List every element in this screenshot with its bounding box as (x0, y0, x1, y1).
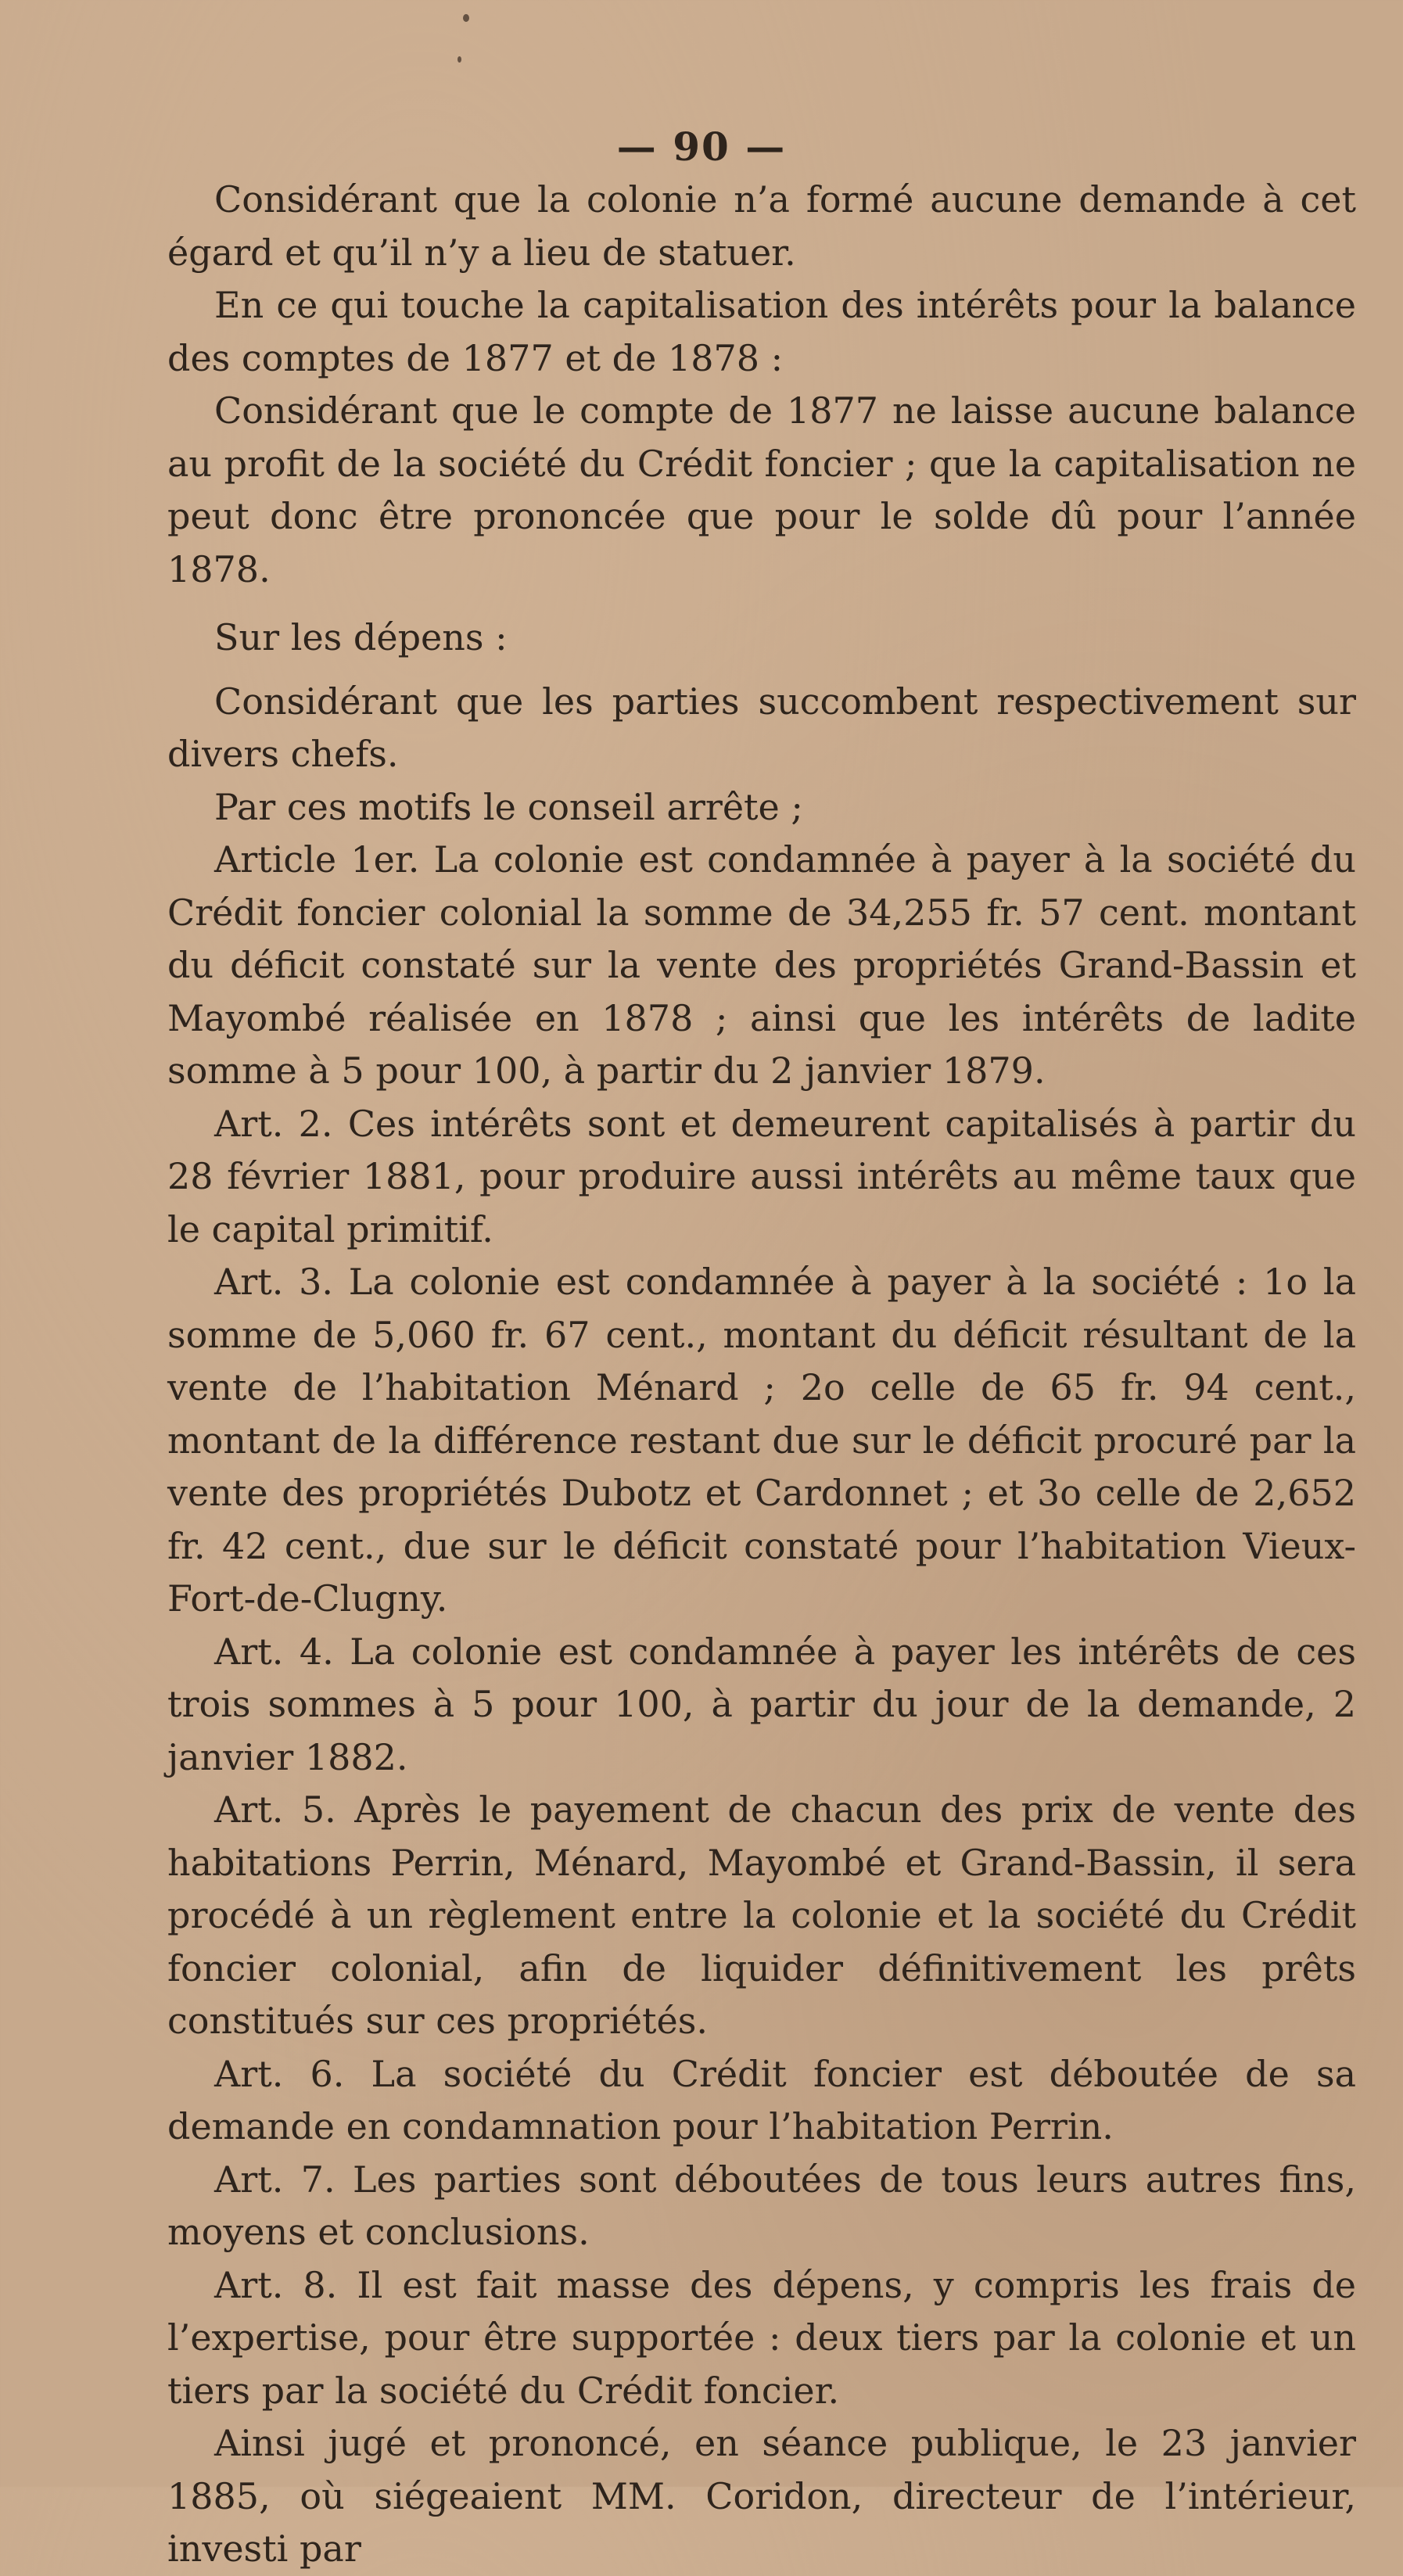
paragraph-article-7: Art. 7. Les parties sont déboutées de tous leurs autres fins, moyens et conclusions. (167, 2158, 1356, 2253)
paragraph-article-1: Article 1er. La colonie est condamnée à payer à la société du Crédit foncier colonial la somme de 34,255 fr. 57 cent. montant du déficit constaté sur la vente des propriétés Grand-Bassin et Mayombé réalisée en 1878 ; ainsi que les intérêts de ladite somme à 5 pour 100, à partir du 2 janvier 1879. (167, 838, 1356, 1092)
paragraph-capitalisation: En ce qui touche la capitalisation des intérêts pour la balance des comptes de 1877 et de 1878 : (167, 284, 1356, 379)
body-text (167, 174, 1356, 2576)
paragraph-article-6: Art. 6. La société du Crédit foncier est déboutée de sa demande en condamnation pour l’habitation Perrin. (167, 2052, 1356, 2147)
paragraph-motifs: Par ces motifs le conseil arrête ; (214, 785, 803, 828)
paragraph-article-3: Art. 3. La colonie est condamnée à payer à la société : 1o la somme de 5,060 fr. 67 cent., montant du déficit résultant de la vente de l’habitation Ménard ; 2o celle de 65 fr. 94 cent., montant de la différence restant due sur le déficit procuré par la vente des propriétés Dubotz et Cardonnet ; et 3o celle de 2,652 fr. 42 cent., due sur le déficit constaté pour l’habitation Vieux-Fort-de-Clugny. (167, 1261, 1356, 1620)
page-number: — 90 — (616, 124, 787, 170)
paragraph-demande: Considérant que la colonie n’a formé aucune demande à cet égard et qu’il n’y a lieu de statuer. (167, 178, 1356, 274)
paragraph-article-5: Art. 5. Après le payement de chacun des prix de vente des habitations Perrin, Ménard, Mayombé et Grand-Bassin, il sera procédé à un règlement entre la colonie et la société du Crédit foncier colonial, afin de liquider définitivement les prêts constitués sur ces propriétés. (167, 1788, 1356, 2042)
paragraph-article-2: Art. 2. Ces intérêts sont et demeurent capitalisés à partir du 28 février 1881, pour produire aussi intérêts au même taux que le capital primitif. (167, 1102, 1356, 1250)
paragraph-depens-heading: Sur les dépens : (214, 616, 508, 658)
paragraph-parties: Considérant que les parties succombent respectivement sur divers chefs. (167, 680, 1356, 775)
paragraph-article-4: Art. 4. La colonie est condamnée à payer les intérêts de ces trois sommes à 5 pour 100, à partir du jour de la demande, 2 janvier 1882. (167, 1630, 1356, 1778)
ink-speck (458, 56, 461, 63)
paragraph-article-8: Art. 8. Il est fait masse des dépens, y compris les frais de l’expertise, pour être supportée : deux tiers par la colonie et un tiers par la société du Crédit foncier. (167, 2263, 1356, 2412)
paragraph-compte-1877: Considérant que le compte de 1877 ne laisse aucune balance au profit de la société du Crédit foncier ; que la capitalisation ne peut donc être prononcée que pour le solde dû pour l’année 1878. (167, 389, 1356, 590)
paragraph-conclusion: Ainsi jugé et prononcé, en séance publique, le 23 janvier 1885, où siégeaient MM. Coridon, directeur de l’intérieur, investi par (167, 2422, 1356, 2570)
ink-speck (463, 14, 469, 22)
